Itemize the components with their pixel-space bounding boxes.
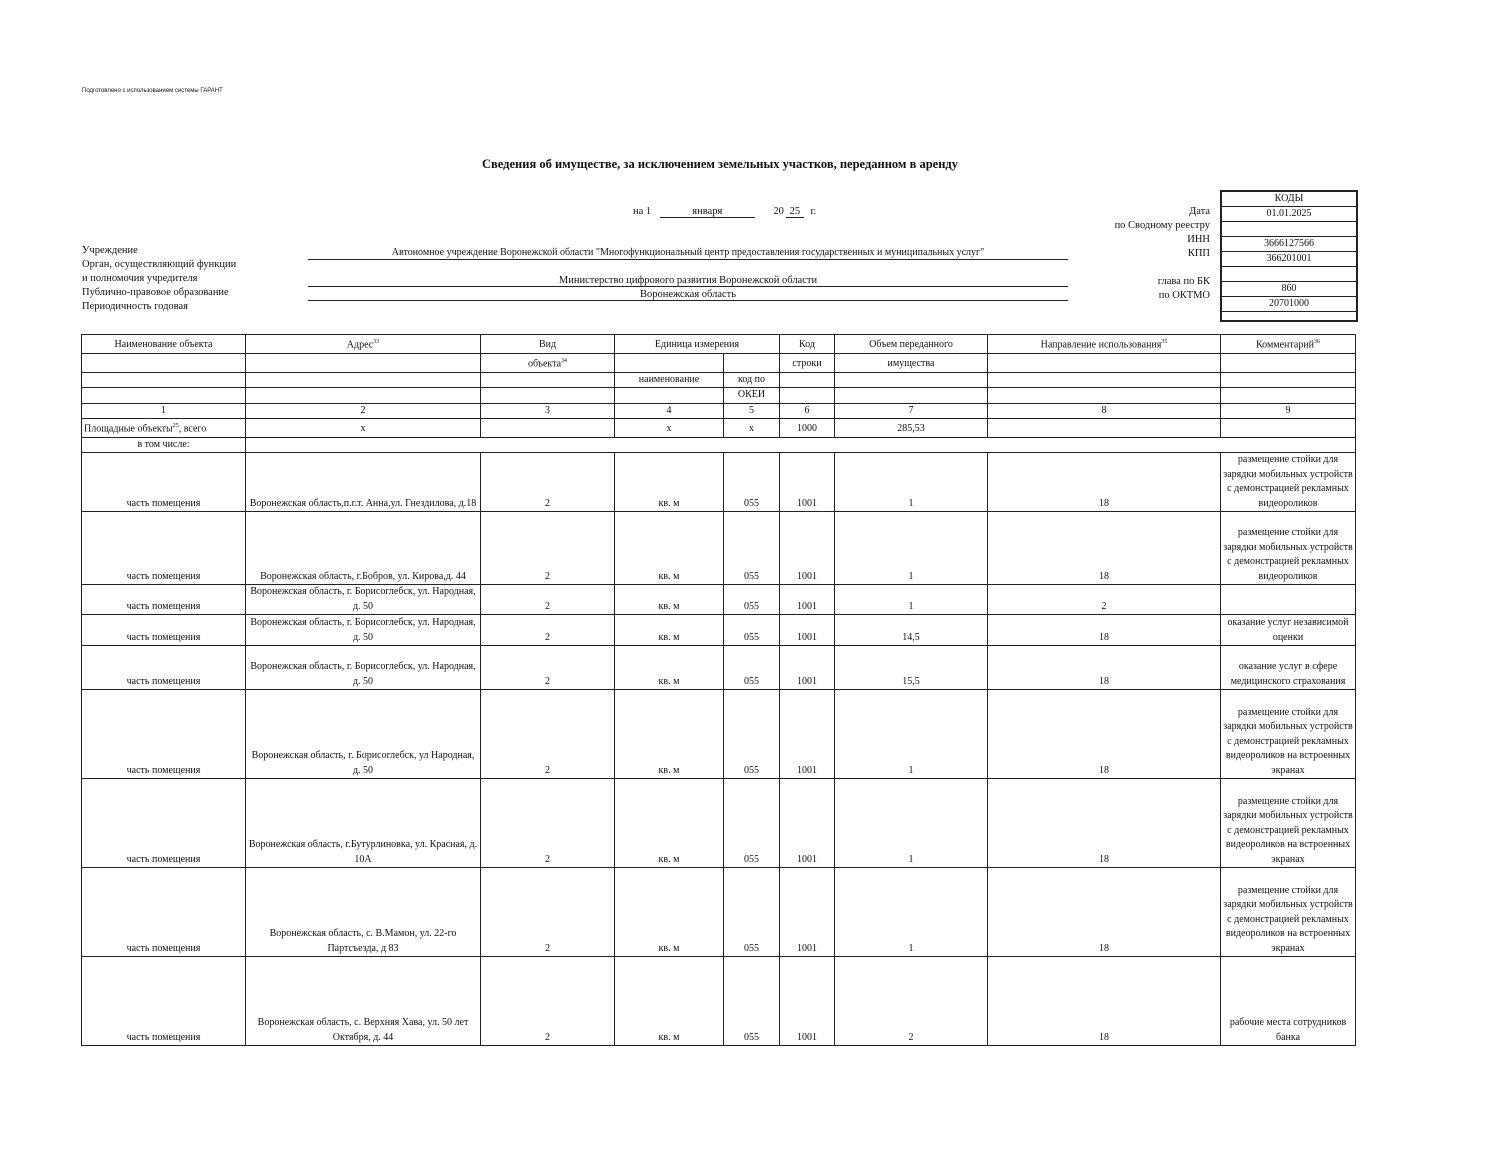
cell-okei: 055	[724, 957, 780, 1046]
cell-address: Воронежская область, г. Борисоглебск, ул. Народная, д. 50	[246, 585, 481, 615]
cell-code: 1001	[780, 690, 835, 779]
cell-comment: размещение стойки для зарядки мобильных устройств с демонстрацией рекламных видеороликов на встроенных экранах	[1221, 868, 1356, 957]
cell-name: часть помещения	[82, 512, 246, 585]
cell-address: Воронежская область, с. Верхняя Хава, ул. 50 лет Октября, д. 44	[246, 957, 481, 1046]
cell-code: 1001	[780, 779, 835, 868]
col-number: 7	[835, 403, 988, 419]
total-code: 1000	[780, 419, 835, 438]
label-bk: глава по БК	[1157, 276, 1210, 287]
cell-okei: 055	[724, 779, 780, 868]
cell-name: часть помещения	[82, 868, 246, 957]
th-unit-code-2: ОКЕИ	[724, 388, 780, 404]
cell-address: Воронежская область, г. Борисоглебск, ул Народная, д. 50	[246, 690, 481, 779]
label-date: Дата	[1189, 206, 1210, 217]
date-prefix: на 1	[633, 206, 652, 217]
cell-direction: 18	[988, 646, 1221, 690]
col-number: 2	[246, 403, 481, 419]
label-organ-1: Орган, осуществляющий функции	[82, 259, 237, 270]
label-oktmo: по ОКТМО	[1158, 290, 1210, 301]
value-institution: Автономное учреждение Воронежской области "Многофункциональный центр предоставления государственных и муниципальных услуг"	[391, 247, 985, 258]
cell-kind: 2	[481, 957, 615, 1046]
code-bk: 860	[1222, 282, 1356, 297]
header-row-4	[82, 388, 1356, 404]
table-row	[82, 646, 1356, 690]
property-table	[81, 334, 1356, 1046]
cell-direction: 2	[988, 585, 1221, 615]
cell-comment: рабочие места сотрудников банка	[1221, 957, 1356, 1046]
table-row	[82, 690, 1356, 779]
value-organ: Министерство цифрового развития Воронежской области	[558, 275, 818, 286]
label-inn: ИНН	[1187, 234, 1210, 245]
cell-unit: кв. м	[615, 957, 724, 1046]
cell-kind: 2	[481, 779, 615, 868]
cell-address: Воронежская область, г. Борисоглебск, ул. Народная, д. 50	[246, 646, 481, 690]
cell-name: часть помещения	[82, 646, 246, 690]
cell-code: 1001	[780, 512, 835, 585]
table-row	[82, 615, 1356, 646]
cell-address: Воронежская область,п.г.т. Анна,ул. Гнездилова, д.18	[246, 453, 481, 512]
cell-direction: 18	[988, 615, 1221, 646]
cell-unit: кв. м	[615, 646, 724, 690]
cell-code: 1001	[780, 615, 835, 646]
table-row	[82, 868, 1356, 957]
th-unit-code: код по	[724, 372, 780, 388]
cell-direction: 18	[988, 512, 1221, 585]
th-name: Наименование объекта	[82, 335, 246, 354]
date-line	[633, 206, 816, 218]
th-volume-2: имущества	[835, 353, 988, 372]
cell-name: часть помещения	[82, 957, 246, 1046]
cell-volume: 1	[835, 690, 988, 779]
table-rows	[82, 453, 1356, 1046]
cell-kind: 2	[481, 512, 615, 585]
cell-direction: 18	[988, 779, 1221, 868]
th-kind-2: объекта$^{34}$	[481, 353, 615, 372]
code-inn: 3666127566	[1222, 237, 1356, 252]
cell-address: Воронежская область, г. Борисоглебск, ул. Народная, д. 50	[246, 615, 481, 646]
cell-volume: 2	[835, 957, 988, 1046]
th-address: Адрес$^{33}$	[246, 335, 481, 354]
code-registry	[1222, 222, 1356, 237]
cell-code: 1001	[780, 957, 835, 1046]
cell-direction: 18	[988, 957, 1221, 1046]
cell-kind: 2	[481, 690, 615, 779]
cell-unit: кв. м	[615, 615, 724, 646]
cell-name: часть помещения	[82, 453, 246, 512]
label-organ-2: и полномочия учредителя	[82, 273, 198, 284]
including-row	[82, 437, 1356, 453]
total-okei: х	[724, 419, 780, 438]
table-row	[82, 585, 1356, 615]
total-volume: 285,53	[835, 419, 988, 438]
cell-unit: кв. м	[615, 585, 724, 615]
cell-unit: кв. м	[615, 690, 724, 779]
cell-comment: оказание услуг в сфере медицинского страхования	[1221, 646, 1356, 690]
cell-address: Воронежская область, г.Бутурлиновка, ул. Красная, д. 10А	[246, 779, 481, 868]
cell-unit: кв. м	[615, 453, 724, 512]
total-label: Площадные объекты$^{25}$, всего	[82, 419, 246, 438]
th-comment: Комментарий$^{36}$	[1221, 335, 1356, 354]
code-oktmo: 20701000	[1222, 297, 1356, 312]
cell-name: часть помещения	[82, 690, 246, 779]
cell-kind: 2	[481, 453, 615, 512]
total-unit: х	[615, 419, 724, 438]
cell-volume: 1	[835, 585, 988, 615]
cell-volume: 14,5	[835, 615, 988, 646]
cell-code: 1001	[780, 868, 835, 957]
cell-kind: 2	[481, 585, 615, 615]
th-direction: Направление использования$^{35}$	[988, 335, 1221, 354]
cell-name: часть помещения	[82, 779, 246, 868]
table-row	[82, 779, 1356, 868]
date-month: января	[660, 206, 755, 218]
header-row-1	[82, 335, 1356, 354]
code-kpp: 366201001	[1222, 252, 1356, 267]
cell-okei: 055	[724, 615, 780, 646]
col-number: 9	[1221, 403, 1356, 419]
label-registry: по Сводному реестру	[1114, 220, 1210, 231]
cell-comment: размещение стойки для зарядки мобильных устройств с демонстрацией рекламных видеороликов	[1221, 512, 1356, 585]
total-row	[82, 419, 1356, 438]
cell-address: Воронежская область, г.Бобров, ул. Кирова,д. 44	[246, 512, 481, 585]
date-suffix: г.	[810, 206, 817, 217]
header-row-3	[82, 372, 1356, 388]
table-row	[82, 957, 1356, 1046]
cell-okei: 055	[724, 453, 780, 512]
underline-institution	[308, 259, 1068, 260]
date-year-prefix: 20	[773, 206, 784, 217]
cell-volume: 1	[835, 512, 988, 585]
cell-name: часть помещения	[82, 615, 246, 646]
garant-note: Подготовлено с использованием системы ГАРАНТ	[82, 88, 223, 94]
cell-code: 1001	[780, 453, 835, 512]
cell-direction: 18	[988, 868, 1221, 957]
col-number: 3	[481, 403, 615, 419]
col-number: 4	[615, 403, 724, 419]
table-row	[82, 453, 1356, 512]
col-number: 1	[82, 403, 246, 419]
code-date: 01.01.2025	[1222, 207, 1356, 222]
cell-okei: 055	[724, 690, 780, 779]
label-public-entity: Публично-правовое образование	[82, 287, 229, 298]
cell-unit: кв. м	[615, 868, 724, 957]
cell-direction: 18	[988, 453, 1221, 512]
th-unit: Единица измерения	[615, 335, 780, 354]
total-address: х	[246, 419, 481, 438]
codes-header: КОДЫ	[1222, 192, 1356, 207]
cell-unit: кв. м	[615, 779, 724, 868]
cell-okei: 055	[724, 512, 780, 585]
th-code: Код	[780, 335, 835, 354]
label-institution: Учреждение	[82, 245, 138, 256]
label-periodicity: Периодичность годовая	[82, 301, 188, 312]
value-public-entity: Воронежская область	[639, 289, 737, 300]
cell-direction: 18	[988, 690, 1221, 779]
col-number: 8	[988, 403, 1221, 419]
header-row-2	[82, 353, 1356, 372]
cell-okei: 055	[724, 646, 780, 690]
code-empty	[1222, 267, 1356, 282]
date-year: 25	[786, 206, 804, 218]
col-number: 5	[724, 403, 780, 419]
cell-comment: размещение стойки для зарядки мобильных устройств с демонстрацией рекламных видеороликов на встроенных экранах	[1221, 779, 1356, 868]
cell-code: 1001	[780, 646, 835, 690]
page-title: Сведения об имуществе, за исключением земельных участков, переданном в аренду	[482, 157, 958, 171]
cell-unit: кв. м	[615, 512, 724, 585]
cell-okei: 055	[724, 585, 780, 615]
cell-address: Воронежская область, с. В.Мамон, ул. 22-го Партсъезда, д 83	[246, 868, 481, 957]
th-kind: Вид	[481, 335, 615, 354]
cell-comment	[1221, 585, 1356, 615]
codes-box	[1220, 190, 1358, 322]
th-volume: Объем переданного	[835, 335, 988, 354]
cell-kind: 2	[481, 646, 615, 690]
column-numbers-row	[82, 403, 1356, 419]
th-unit-name: наименование	[615, 372, 724, 388]
cell-name: часть помещения	[82, 585, 246, 615]
cell-code: 1001	[780, 585, 835, 615]
including-label: в том числе:	[82, 437, 246, 453]
label-kpp: КПП	[1187, 248, 1210, 259]
cell-volume: 15,5	[835, 646, 988, 690]
cell-volume: 1	[835, 453, 988, 512]
cell-okei: 055	[724, 868, 780, 957]
th-code-2: строки	[780, 353, 835, 372]
cell-comment: размещение стойки для зарядки мобильных устройств с демонстрацией рекламных видеороликов	[1221, 453, 1356, 512]
cell-volume: 1	[835, 779, 988, 868]
cell-kind: 2	[481, 615, 615, 646]
underline-organ	[308, 286, 1068, 287]
cell-comment: размещение стойки для зарядки мобильных устройств с демонстрацией рекламных видеороликов на встроенных экранах	[1221, 690, 1356, 779]
underline-public-entity	[308, 300, 1068, 301]
table-row	[82, 512, 1356, 585]
cell-kind: 2	[481, 868, 615, 957]
cell-comment: оказание услуг независимой оценки	[1221, 615, 1356, 646]
cell-volume: 1	[835, 868, 988, 957]
col-number: 6	[780, 403, 835, 419]
